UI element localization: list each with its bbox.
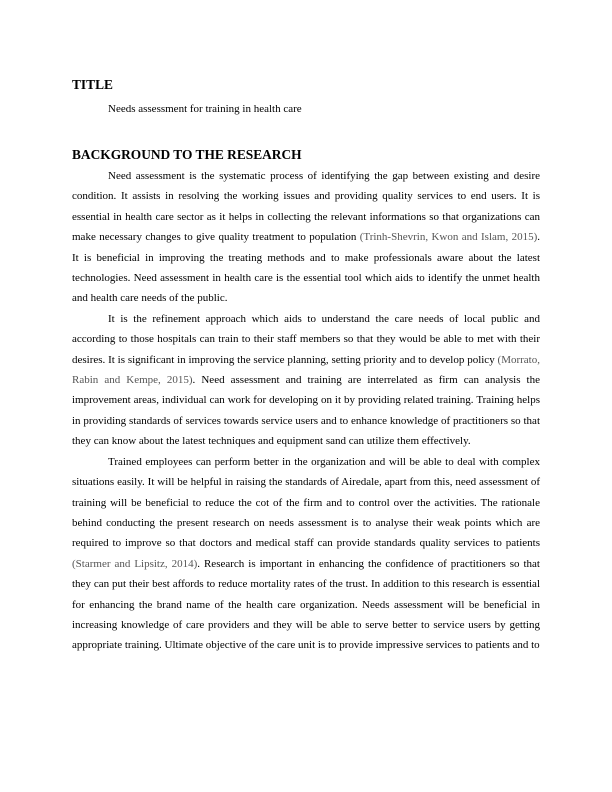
citation-morrato: (Morrato, Rabin and Kempe, 2015)	[72, 353, 540, 387]
background-heading: BACKGROUND TO THE RESEARCH	[72, 147, 302, 162]
title-text: Needs assessment for training in health care	[108, 103, 302, 115]
paragraph-3-text-b: . Research is important in enhancing the confidence of practitioners so that they can put their best affords to reduce mortality rates of the trust. In addition to this research is essential for enhancing the brand name of the health care organization. Needs assessment will be beneficial in increasing knowledge of care providers and they will be able to serve better to service users by getting appropriate training. Ultimate objective of the care unit is to provide impressive services to patients and to	[72, 557, 540, 652]
paragraph-1	[72, 166, 540, 309]
paragraph-2	[72, 309, 540, 452]
citation-starmer: (Starmer and Lipsitz, 2014)	[72, 557, 198, 570]
paragraph-3	[72, 452, 540, 656]
paragraph-2-text-a: It is the refinement approach which aids to understand the care needs of local public and according to those hospitals can train to their staff members so that they would be able to met with their desires. It is significant in improving the service planning, setting priority and to develop policy	[72, 312, 540, 366]
paragraph-1-text-b: . It is beneficial in improving the treating methods and to make professionals aware about the latest technologies. Need assessment in health care is the essential tool which aids to identify the unmet health and health care needs of the public.	[72, 231, 540, 305]
title-heading: TITLE	[72, 77, 113, 92]
paragraph-2-text-b: . Need assessment and training are interrelated as firm can analysis the improvement areas, individual can work for developing on it by providing related training. Training helps in providing standards of services towards service users and to enhance knowledge of practitioners so that they can know about the latest techniques and equipment sand can utilize them effectively.	[72, 374, 540, 448]
document-body	[72, 76, 540, 656]
paragraph-1-text-a: Need assessment is the systematic process of identifying the gap between existing and desire condition. It assists in resolving the working issues and providing quality services to end users. It is essential in health care sector as it helps in collecting the relevant informations so that organizations can make necessary changes to give quality treatment to population	[72, 170, 540, 244]
citation-trinh-shevrin: (Trinh-Shevrin, Kwon and Islam, 2015)	[359, 231, 538, 244]
paragraph-3-text-a: Trained employees can perform better in the organization and will be able to deal with complex situations easily. It will be helpful in raising the standards of Airedale, apart from this, need assessment of training will be beneficial to reduce the cot of the firm and to control over the activities. The rationale behind conducting the present research on needs assessment is to analyse their weak points which are required to improve so that doctors and medical staff can provide standards quality services to patients	[72, 455, 540, 550]
